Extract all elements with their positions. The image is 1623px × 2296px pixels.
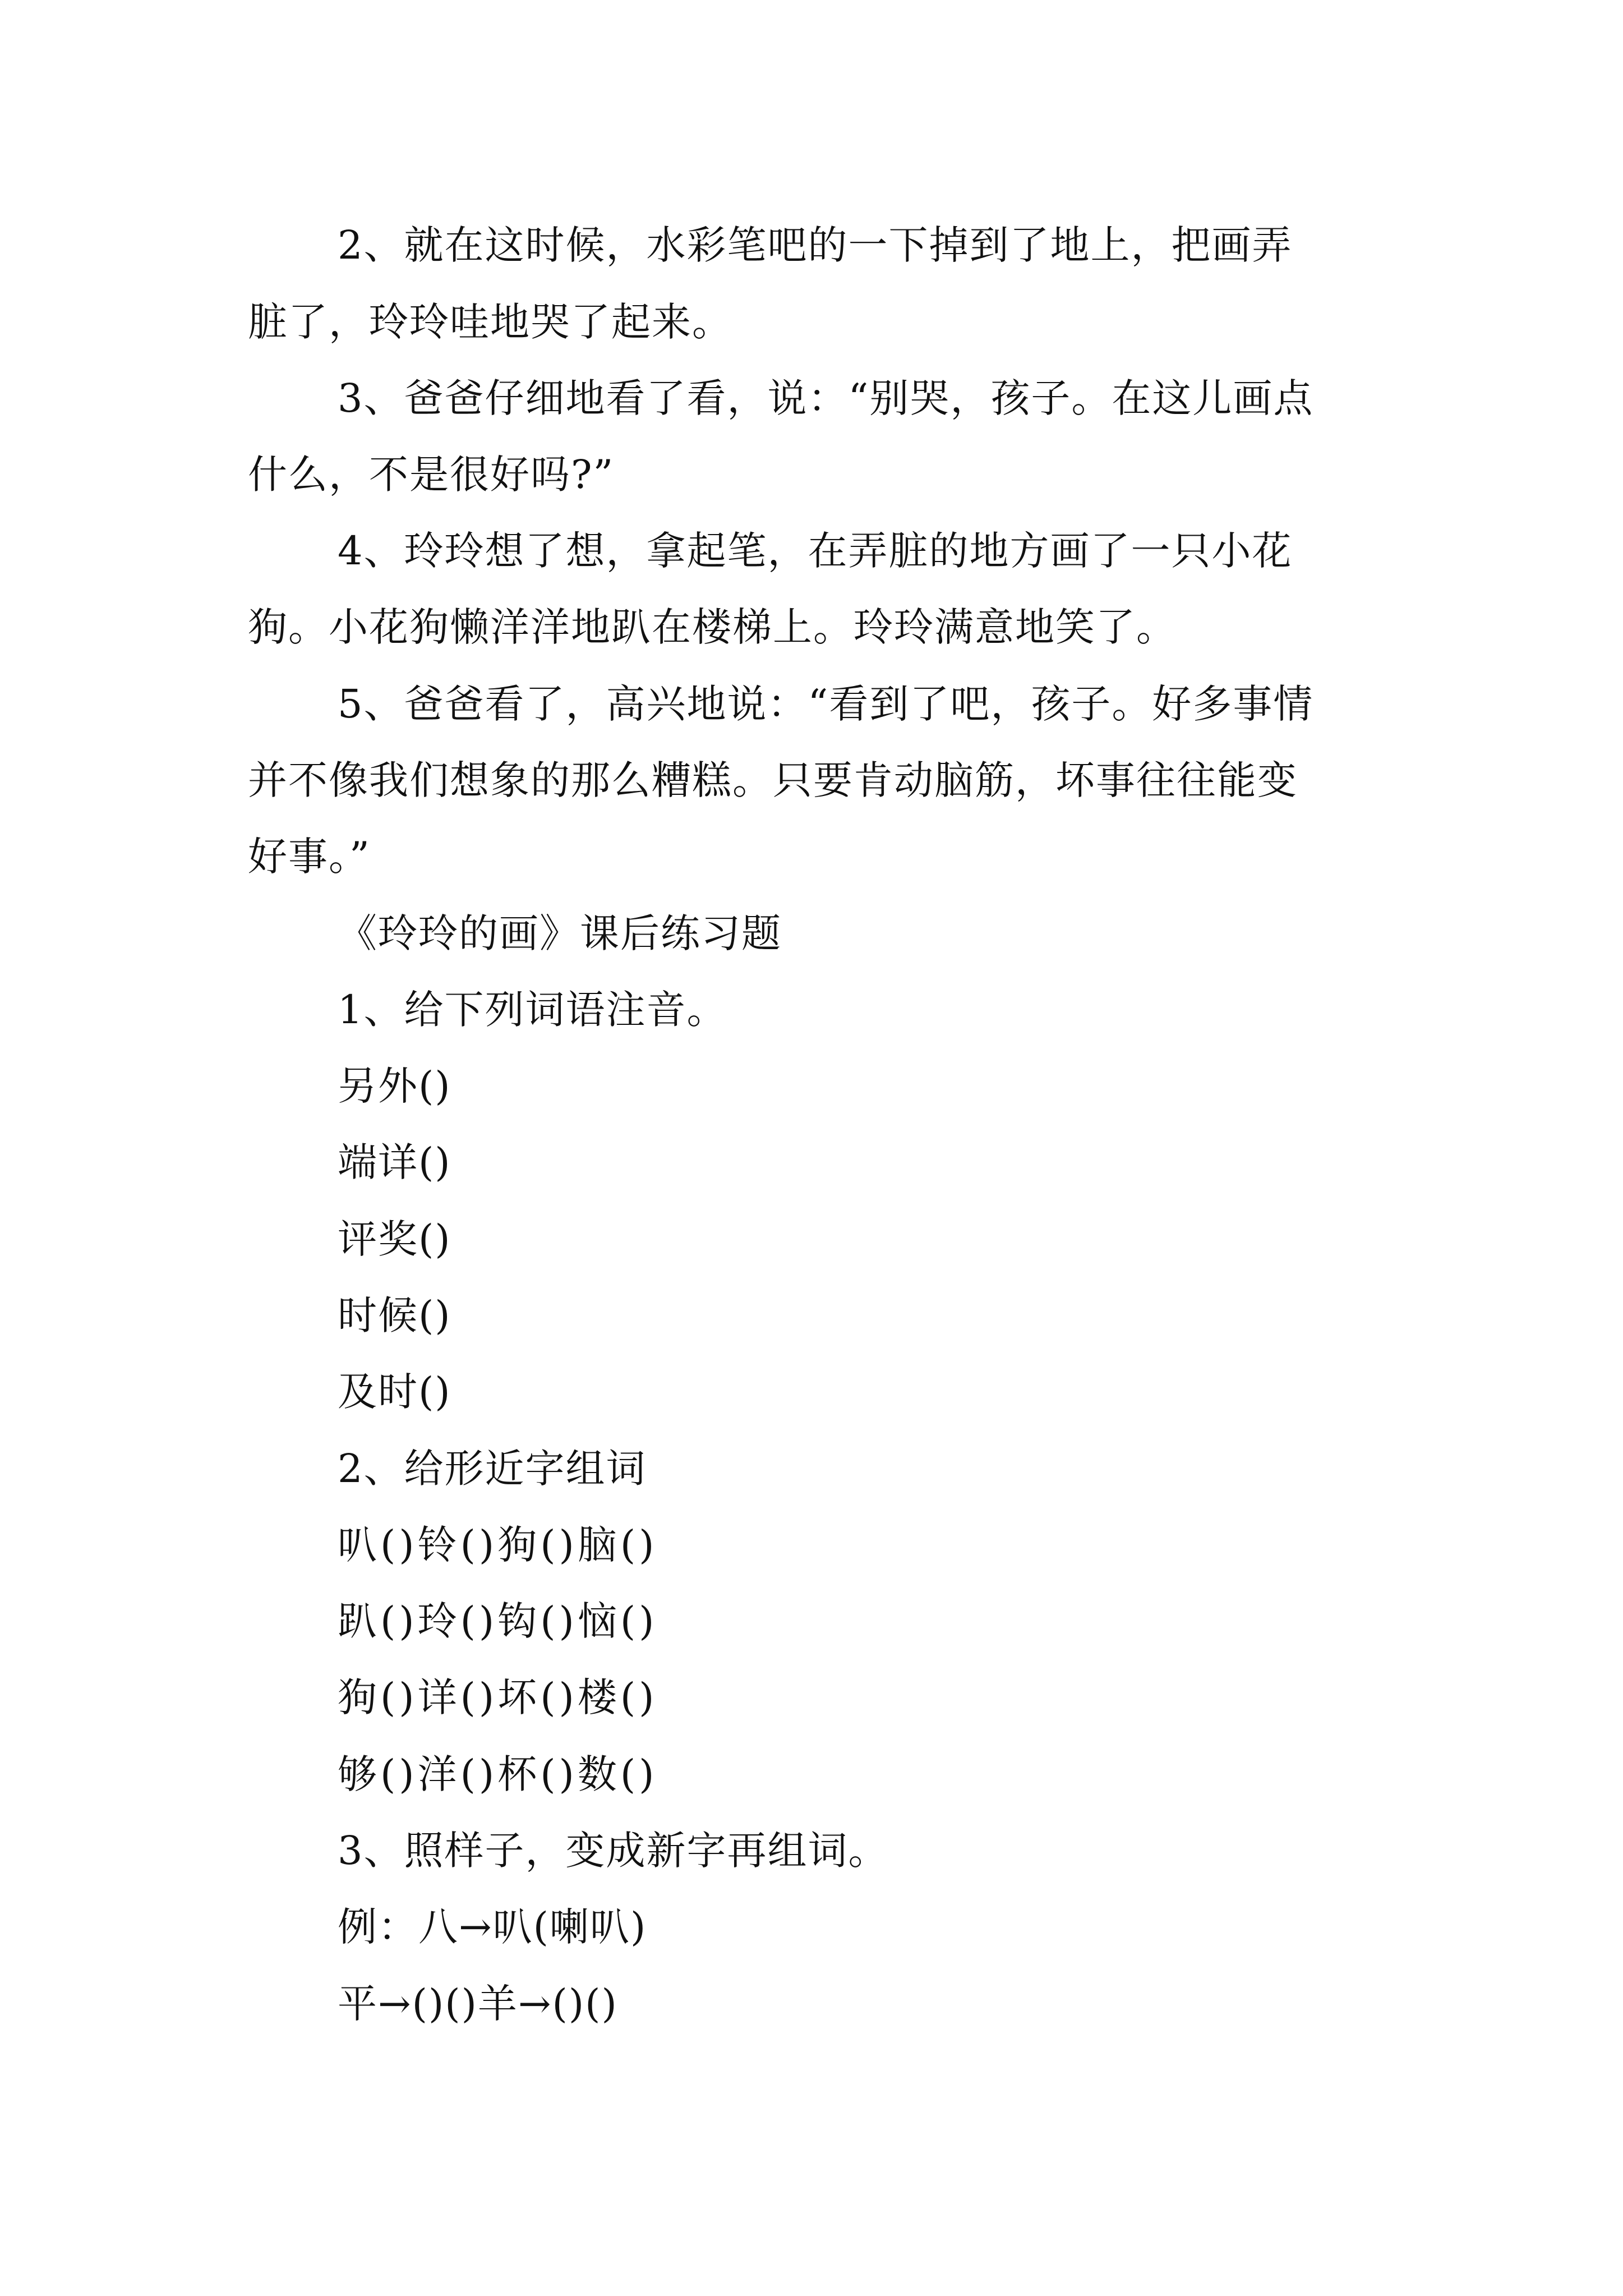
question-2-row: 叭()铃()狗()脑() — [338, 1522, 658, 1568]
story-paragraph-4-line-1: 4、玲玲想了想，拿起笔，在弄脏的地方画了一只小花 — [338, 528, 1293, 574]
story-paragraph-5-line-2: 并不像我们想象的那么糟糕。只要肯动脑筋，坏事往往能变 — [248, 757, 1298, 803]
question-1-item: 时候() — [338, 1292, 451, 1338]
question-3-example: 例：八→叭(喇叭) — [338, 1904, 647, 1950]
story-paragraph-5-line-1: 5、爸爸看了，高兴地说：“看到了吧，孩子。好多事情 — [338, 681, 1314, 727]
question-2-heading: 2、给形近字组词 — [338, 1446, 647, 1492]
question-2-row: 够()洋()杯()数() — [338, 1751, 658, 1797]
question-2-row: 趴()玲()钩()恼() — [338, 1598, 658, 1644]
question-2-row: 狗()详()坏()楼() — [338, 1674, 658, 1720]
story-paragraph-3-line-2: 什么，不是很好吗?” — [248, 452, 615, 498]
story-paragraph-2-line-1: 2、就在这时候，水彩笔吧的一下掉到了地上，把画弄 — [338, 222, 1293, 268]
story-paragraph-5-line-3: 好事。” — [248, 834, 371, 880]
story-paragraph-2-line-2: 脏了，玲玲哇地哭了起来。 — [248, 299, 732, 345]
question-1-item: 另外() — [338, 1063, 451, 1109]
question-1-item: 端详() — [338, 1139, 451, 1185]
story-paragraph-4-line-2: 狗。小花狗懒洋洋地趴在楼梯上。玲玲满意地笑了。 — [248, 604, 1177, 650]
question-3-row: 平→()()羊→()() — [338, 1981, 618, 2027]
question-1-item: 评奖() — [338, 1216, 451, 1262]
exercise-title: 《玲玲的画》课后练习题 — [338, 910, 782, 956]
story-paragraph-3-line-1: 3、爸爸仔细地看了看，说：“别哭，孩子。在这儿画点 — [338, 375, 1314, 421]
question-3-heading: 3、照样子，变成新字再组词。 — [338, 1828, 889, 1874]
question-1-heading: 1、给下列词语注音。 — [338, 987, 727, 1033]
question-1-item: 及时() — [338, 1369, 451, 1415]
